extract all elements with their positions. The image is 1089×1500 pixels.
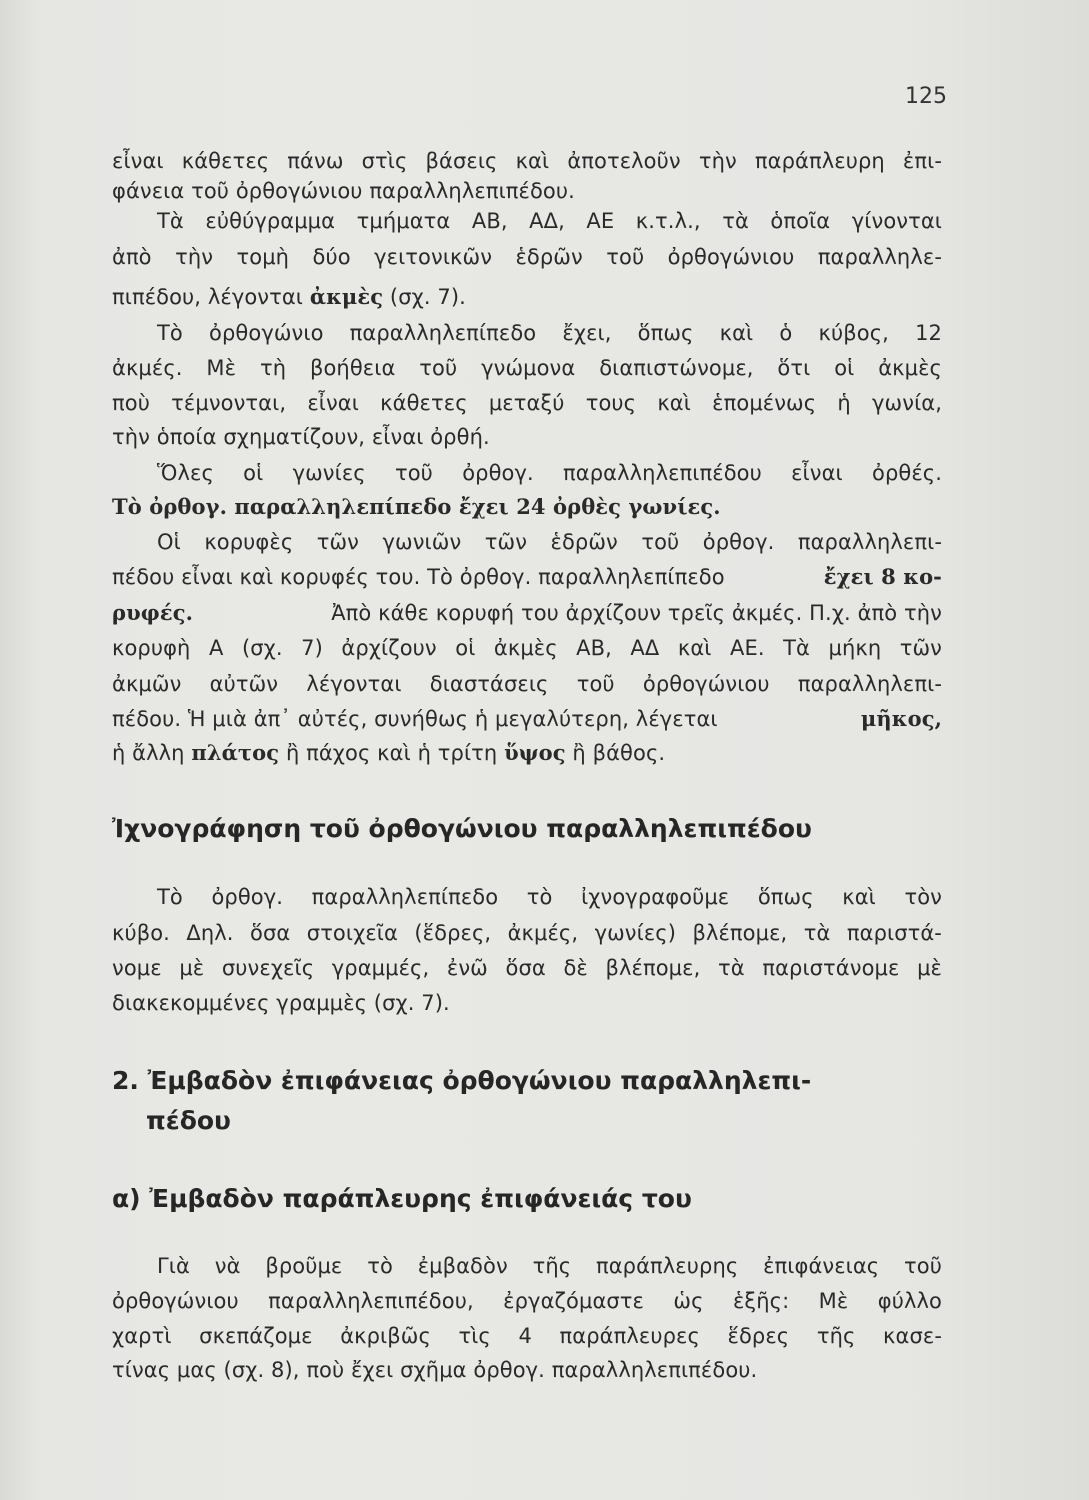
text-line: Ὅλες οἱ γωνίες τοῦ ὀρθογ. παραλληλεπιπέδου εἶναι ὀρθές. [157,461,942,485]
text-line: φάνεια τοῦ ὀρθογώνιου παραλληλεπιπέδου. [112,179,575,203]
term-koryfes: ρυφές. [112,600,194,625]
text-span: πέδου. Ἡ μιὰ ἀπ᾿ αὐτές, συνήθως ἡ μεγαλύτερη, λέγεται [112,707,718,731]
bold-statement: Τὸ ὀρθογ. παραλληλεπίπεδο ἔχει 24 ὀρθὲς γωνίες. [112,494,721,519]
term-mikos: μῆκος, [860,706,942,731]
text-span: ἢ βάθος. [572,741,666,765]
term-akmes: ἀκμὲς [309,284,384,309]
text-line: εἶναι κάθετες πάνω στὶς βάσεις καὶ ἀποτελοῦν τὴν παράπλευρη ἐπι- [112,149,942,173]
text-line: τὴν ὁποία σχηματίζουν, εἶναι ὀρθή. [112,425,490,449]
text-line: κύβο. Δηλ. ὅσα στοιχεῖα (ἕδρες, ἀκμές, γωνίες) βλέπομε, τὰ παριστά- [112,921,942,945]
text-line: χαρτὶ σκεπάζομε ἀκριβῶς τὶς 4 παράπλευρες ἕδρες τῆς κασε- [112,1324,942,1348]
text-span: πιπέδου, λέγονται [112,285,304,309]
section-heading: 2. Ἐμβαδὸν ἐπιφάνειας ὀρθογώνιου παραλληλεπι- [112,1066,812,1095]
text-line: ἀκμῶν αὐτῶν λέγονται διαστάσεις τοῦ ὀρθογώνιου παραλληλεπι- [112,672,942,696]
section-heading: Ἰχνογράφηση τοῦ ὀρθογώνιου παραλληλεπιπέδου [112,814,812,843]
text-line [112,284,942,310]
text-line: διακεκομμένες γραμμὲς (σχ. 7). [112,991,450,1015]
text-line: Οἱ κορυφὲς τῶν γωνιῶν τῶν ἑδρῶν τοῦ ὀρθογ. παραλληλεπι- [157,530,942,554]
term-platos: πλάτος [191,740,280,765]
subsection-heading: α) Ἐμβαδὸν παράπλευρης ἐπιφάνειάς του [112,1184,692,1213]
text-span: ἡ ἄλλη [112,741,185,765]
text-span: ἢ πάχος καὶ ἡ τρίτη [285,741,498,765]
text-line: τίνας μας (σχ. 8), ποὺ ἔχει σχῆμα ὀρθογ. παραλληλεπιπέδου. [112,1358,758,1382]
section-heading: πέδου [146,1106,231,1135]
text-line: νομε μὲ συνεχεῖς γραμμές, ἐνῶ ὅσα δὲ βλέπομε, τὰ παριστάνομε μὲ [112,956,942,980]
text-line: Τὸ ὀρθογ. παραλληλεπίπεδο τὸ ἰχνογραφοῦμε ὅπως καὶ τὸν [157,885,942,909]
text-line: ποὺ τέμνονται, εἶναι κάθετες μεταξύ τους καὶ ἑπομένως ἡ γωνία, [112,391,942,415]
text-line: ἀκμές. Μὲ τὴ βοήθεια τοῦ γνώμονα διαπιστώνομε, ὅτι οἱ ἀκμὲς [112,356,942,380]
text-span: πέδου εἶναι καὶ κορυφές του. Τὸ ὀρθογ. παραλληλεπίπεδο [112,565,725,589]
text-line: Τὸ ὀρθογώνιο παραλληλεπίπεδο ἔχει, ὅπως καὶ ὁ κύβος, 12 [157,321,942,345]
text-line: Τὰ εὐθύγραμμα τμήματα ΑΒ, ΑΔ, ΑΕ κ.τ.λ., τὰ ὁποῖα γίνονται [157,209,942,233]
page-number: 125 [905,84,947,109]
text-line [112,740,942,766]
text-line: Γιὰ νὰ βροῦμε τὸ ἐμβαδὸν τῆς παράπλευρης ἐπιφάνειας τοῦ [157,1254,942,1278]
term-8-koryfes: ἔχει 8 κο- [823,564,942,589]
text-line [112,600,942,626]
text-line: ἀπὸ τὴν τομὴ δύο γειτονικῶν ἑδρῶν τοῦ ὀρθογώνιου παραλληλε- [112,245,942,269]
text-line: κορυφὴ Α (σχ. 7) ἀρχίζουν οἱ ἀκμὲς ΑΒ, ΑΔ καὶ ΑΕ. Τὰ μήκη τῶν [112,636,942,660]
text-line: ὀρθογώνιου παραλληλεπιπέδου, ἐργαζόμαστε ὡς ἑξῆς: Μὲ φύλλο [112,1289,942,1313]
text-span: Ἀπὸ κάθε κορυφή του ἀρχίζουν τρεῖς ἀκμές. Π.χ. ἀπὸ τὴν [331,601,942,625]
text-line [112,706,942,732]
text-span: (σχ. 7). [389,285,466,309]
term-ypsos: ὕψος [504,740,566,765]
text-line [112,564,942,590]
